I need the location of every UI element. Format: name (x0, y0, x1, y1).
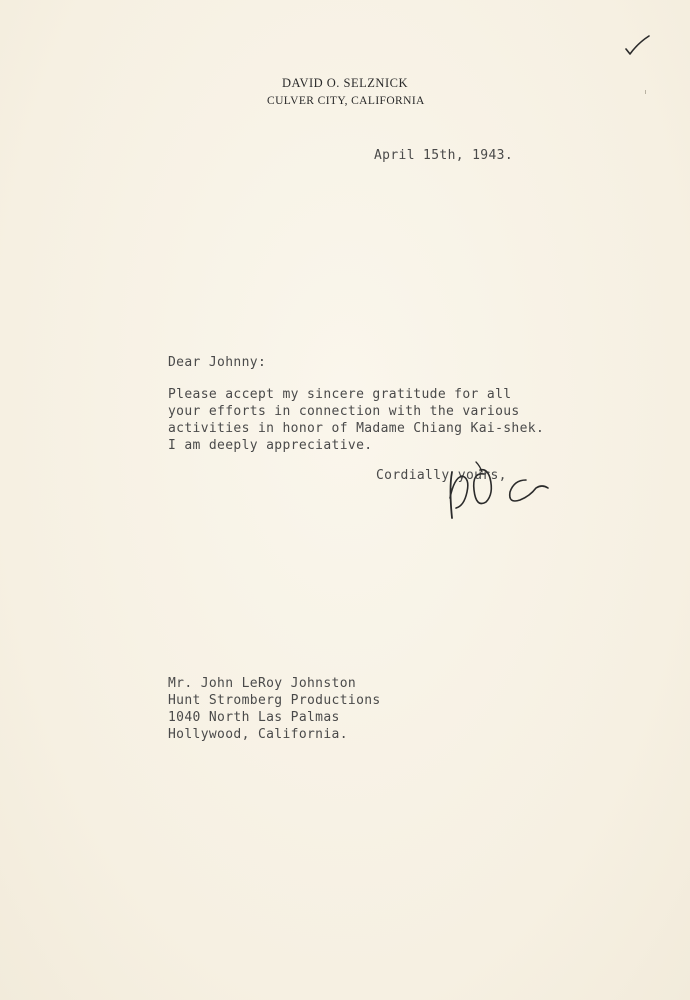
letterhead-location: CULVER CITY, CALIFORNIA (267, 95, 425, 107)
closing: Cordially yours, (376, 468, 507, 483)
body-line: Please accept my sincere gratitude for all (168, 387, 512, 402)
address-line: Hollywood, California. (168, 727, 348, 742)
letterhead-name: DAVID O. SELZNICK (282, 76, 408, 90)
body-line: your efforts in connection with the various (168, 404, 520, 419)
body-line: activities in honor of Madame Chiang Kai-shek. (168, 421, 545, 436)
address-line: Hunt Stromberg Productions (168, 693, 381, 708)
letter-date: April 15th, 1943. (374, 148, 514, 163)
address-line: 1040 North Las Palmas (168, 710, 340, 725)
paper-speck (645, 90, 646, 94)
body-line: I am deeply appreciative. (168, 438, 373, 453)
checkmark-icon (622, 34, 652, 58)
signature (440, 458, 550, 522)
salutation: Dear Johnny: (168, 355, 267, 370)
address-line: Mr. John LeRoy Johnston (168, 676, 357, 691)
